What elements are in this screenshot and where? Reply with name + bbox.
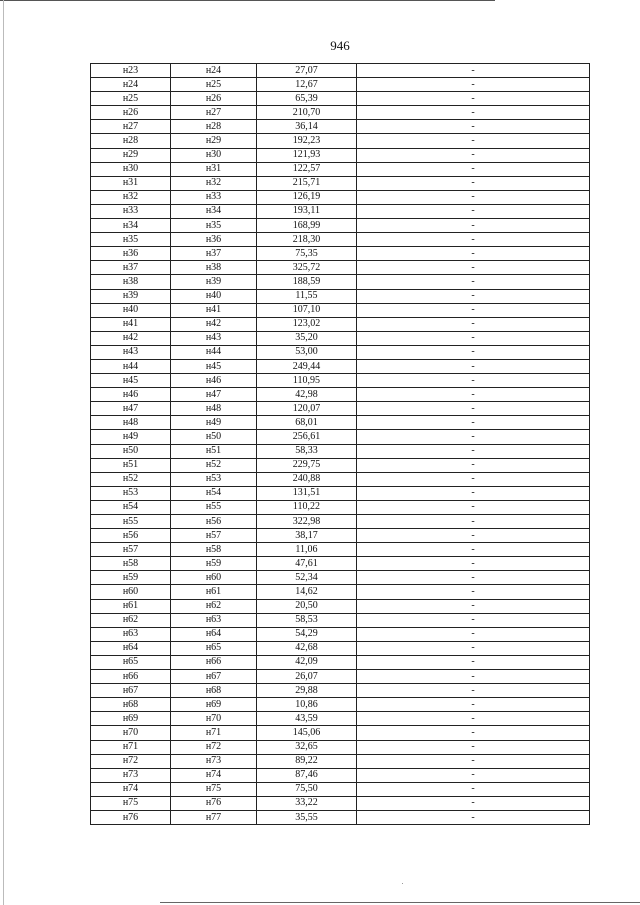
from-point-cell: н73	[91, 768, 171, 782]
from-point-cell: н24	[91, 78, 171, 92]
to-point-cell: н69	[171, 698, 257, 712]
length-cell: 12,67	[257, 78, 357, 92]
length-cell: 42,68	[257, 641, 357, 655]
to-point-cell: н50	[171, 430, 257, 444]
to-point-cell: н55	[171, 500, 257, 514]
from-point-cell: н56	[91, 529, 171, 543]
from-point-cell: н28	[91, 134, 171, 148]
page-number: 946	[330, 38, 350, 53]
to-point-cell: н68	[171, 684, 257, 698]
note-cell: -	[357, 698, 590, 712]
table-row	[91, 810, 590, 824]
note-cell: -	[357, 430, 590, 444]
table-row	[91, 345, 590, 359]
table-row	[91, 641, 590, 655]
note-cell: -	[357, 275, 590, 289]
to-point-cell: н49	[171, 416, 257, 430]
note-cell: -	[357, 78, 590, 92]
note-cell: -	[357, 585, 590, 599]
note-cell: -	[357, 204, 590, 218]
to-point-cell: н77	[171, 810, 257, 824]
table-row	[91, 416, 590, 430]
note-cell: -	[357, 247, 590, 261]
table-row	[91, 374, 590, 388]
to-point-cell: н32	[171, 176, 257, 190]
table-row	[91, 219, 590, 233]
note-cell: -	[357, 810, 590, 824]
to-point-cell: н45	[171, 359, 257, 373]
table-row	[91, 655, 590, 669]
to-point-cell: н61	[171, 585, 257, 599]
note-cell: -	[357, 444, 590, 458]
table-row	[91, 317, 590, 331]
length-cell: 188,59	[257, 275, 357, 289]
note-cell: -	[357, 740, 590, 754]
length-cell: 75,50	[257, 782, 357, 796]
length-cell: 29,88	[257, 684, 357, 698]
from-point-cell: н34	[91, 219, 171, 233]
table-row	[91, 233, 590, 247]
to-point-cell: н57	[171, 529, 257, 543]
table-row	[91, 162, 590, 176]
scan-bottom-border	[160, 902, 640, 903]
note-cell: -	[357, 374, 590, 388]
from-point-cell: н63	[91, 627, 171, 641]
length-cell: 256,61	[257, 430, 357, 444]
note-cell: -	[357, 500, 590, 514]
from-point-cell: н43	[91, 345, 171, 359]
table-row	[91, 458, 590, 472]
to-point-cell: н29	[171, 134, 257, 148]
length-cell: 215,71	[257, 176, 357, 190]
to-point-cell: н76	[171, 796, 257, 810]
table-row	[91, 275, 590, 289]
length-cell: 145,06	[257, 726, 357, 740]
from-point-cell: н72	[91, 754, 171, 768]
note-cell: -	[357, 388, 590, 402]
table-row	[91, 627, 590, 641]
table-row	[91, 120, 590, 134]
length-cell: 33,22	[257, 796, 357, 810]
to-point-cell: н64	[171, 627, 257, 641]
to-point-cell: н63	[171, 613, 257, 627]
table-row	[91, 444, 590, 458]
to-point-cell: н25	[171, 78, 257, 92]
to-point-cell: н65	[171, 641, 257, 655]
length-cell: 32,65	[257, 740, 357, 754]
to-point-cell: н56	[171, 515, 257, 529]
table-row	[91, 134, 590, 148]
note-cell: -	[357, 641, 590, 655]
note-cell: -	[357, 670, 590, 684]
note-cell: -	[357, 106, 590, 120]
to-point-cell: н39	[171, 275, 257, 289]
from-point-cell: н53	[91, 486, 171, 500]
table-row	[91, 557, 590, 571]
from-point-cell: н57	[91, 543, 171, 557]
table-row	[91, 472, 590, 486]
from-point-cell: н58	[91, 557, 171, 571]
length-cell: 14,62	[257, 585, 357, 599]
length-cell: 122,57	[257, 162, 357, 176]
to-point-cell: н73	[171, 754, 257, 768]
table-row	[91, 64, 590, 78]
length-cell: 68,01	[257, 416, 357, 430]
from-point-cell: н75	[91, 796, 171, 810]
to-point-cell: н47	[171, 388, 257, 402]
from-point-cell: н48	[91, 416, 171, 430]
table-row	[91, 92, 590, 106]
length-cell: 42,09	[257, 655, 357, 669]
to-point-cell: н54	[171, 486, 257, 500]
note-cell: -	[357, 515, 590, 529]
from-point-cell: н42	[91, 331, 171, 345]
note-cell: -	[357, 289, 590, 303]
note-cell: -	[357, 233, 590, 247]
note-cell: -	[357, 317, 590, 331]
note-cell: -	[357, 712, 590, 726]
table-row	[91, 303, 590, 317]
note-cell: -	[357, 557, 590, 571]
length-cell: 53,00	[257, 345, 357, 359]
from-point-cell: н51	[91, 458, 171, 472]
from-point-cell: н67	[91, 684, 171, 698]
to-point-cell: н66	[171, 655, 257, 669]
table-row	[91, 585, 590, 599]
note-cell: -	[357, 543, 590, 557]
from-point-cell: н23	[91, 64, 171, 78]
from-point-cell: н37	[91, 261, 171, 275]
to-point-cell: н52	[171, 458, 257, 472]
table-row	[91, 486, 590, 500]
from-point-cell: н74	[91, 782, 171, 796]
from-point-cell: н40	[91, 303, 171, 317]
length-cell: 123,02	[257, 317, 357, 331]
length-cell: 218,30	[257, 233, 357, 247]
table-row	[91, 782, 590, 796]
table-row	[91, 726, 590, 740]
note-cell: -	[357, 627, 590, 641]
to-point-cell: н43	[171, 331, 257, 345]
table-row	[91, 388, 590, 402]
note-cell: -	[357, 782, 590, 796]
length-cell: 10,86	[257, 698, 357, 712]
to-point-cell: н44	[171, 345, 257, 359]
length-cell: 168,99	[257, 219, 357, 233]
length-cell: 26,07	[257, 670, 357, 684]
note-cell: -	[357, 458, 590, 472]
to-point-cell: н62	[171, 599, 257, 613]
length-cell: 36,14	[257, 120, 357, 134]
table-row	[91, 289, 590, 303]
note-cell: -	[357, 486, 590, 500]
from-point-cell: н26	[91, 106, 171, 120]
to-point-cell: н31	[171, 162, 257, 176]
scan-left-edge	[3, 0, 4, 905]
length-cell: 120,07	[257, 402, 357, 416]
length-cell: 131,51	[257, 486, 357, 500]
length-cell: 210,70	[257, 106, 357, 120]
note-cell: -	[357, 768, 590, 782]
note-cell: -	[357, 599, 590, 613]
table-row	[91, 261, 590, 275]
table-row	[91, 500, 590, 514]
to-point-cell: н26	[171, 92, 257, 106]
length-cell: 35,20	[257, 331, 357, 345]
from-point-cell: н46	[91, 388, 171, 402]
table-row	[91, 571, 590, 585]
table-row	[91, 740, 590, 754]
note-cell: -	[357, 571, 590, 585]
length-cell: 249,44	[257, 359, 357, 373]
to-point-cell: н40	[171, 289, 257, 303]
to-point-cell: н74	[171, 768, 257, 782]
length-cell: 58,33	[257, 444, 357, 458]
to-point-cell: н60	[171, 571, 257, 585]
length-cell: 27,07	[257, 64, 357, 78]
to-point-cell: н72	[171, 740, 257, 754]
note-cell: -	[357, 303, 590, 317]
length-cell: 11,55	[257, 289, 357, 303]
to-point-cell: н58	[171, 543, 257, 557]
from-point-cell: н55	[91, 515, 171, 529]
note-cell: -	[357, 162, 590, 176]
note-cell: -	[357, 345, 590, 359]
to-point-cell: н46	[171, 374, 257, 388]
length-cell: 75,35	[257, 247, 357, 261]
from-point-cell: н39	[91, 289, 171, 303]
to-point-cell: н67	[171, 670, 257, 684]
length-cell: 52,34	[257, 571, 357, 585]
to-point-cell: н35	[171, 219, 257, 233]
from-point-cell: н35	[91, 233, 171, 247]
table-row	[91, 190, 590, 204]
length-cell: 89,22	[257, 754, 357, 768]
table-row	[91, 359, 590, 373]
length-cell: 322,98	[257, 515, 357, 529]
table-row	[91, 331, 590, 345]
length-cell: 240,88	[257, 472, 357, 486]
table-row	[91, 768, 590, 782]
scan-speck	[402, 883, 403, 884]
table-row	[91, 515, 590, 529]
note-cell: -	[357, 472, 590, 486]
to-point-cell: н37	[171, 247, 257, 261]
length-cell: 193,11	[257, 204, 357, 218]
segments-table	[90, 63, 590, 825]
from-point-cell: н32	[91, 190, 171, 204]
from-point-cell: н31	[91, 176, 171, 190]
to-point-cell: н42	[171, 317, 257, 331]
from-point-cell: н64	[91, 641, 171, 655]
from-point-cell: н27	[91, 120, 171, 134]
note-cell: -	[357, 416, 590, 430]
table-row	[91, 529, 590, 543]
note-cell: -	[357, 176, 590, 190]
note-cell: -	[357, 402, 590, 416]
from-point-cell: н69	[91, 712, 171, 726]
note-cell: -	[357, 754, 590, 768]
to-point-cell: н34	[171, 204, 257, 218]
table-row	[91, 176, 590, 190]
from-point-cell: н50	[91, 444, 171, 458]
length-cell: 20,50	[257, 599, 357, 613]
from-point-cell: н44	[91, 359, 171, 373]
to-point-cell: н53	[171, 472, 257, 486]
to-point-cell: н33	[171, 190, 257, 204]
to-point-cell: н48	[171, 402, 257, 416]
length-cell: 58,53	[257, 613, 357, 627]
table-row	[91, 754, 590, 768]
to-point-cell: н30	[171, 148, 257, 162]
table-row	[91, 670, 590, 684]
length-cell: 65,39	[257, 92, 357, 106]
note-cell: -	[357, 134, 590, 148]
from-point-cell: н30	[91, 162, 171, 176]
to-point-cell: н75	[171, 782, 257, 796]
from-point-cell: н47	[91, 402, 171, 416]
length-cell: 325,72	[257, 261, 357, 275]
from-point-cell: н41	[91, 317, 171, 331]
to-point-cell: н38	[171, 261, 257, 275]
to-point-cell: н27	[171, 106, 257, 120]
note-cell: -	[357, 796, 590, 810]
table-row	[91, 543, 590, 557]
length-cell: 54,29	[257, 627, 357, 641]
from-point-cell: н65	[91, 655, 171, 669]
note-cell: -	[357, 190, 590, 204]
length-cell: 47,61	[257, 557, 357, 571]
length-cell: 107,10	[257, 303, 357, 317]
length-cell: 126,19	[257, 190, 357, 204]
table-row	[91, 148, 590, 162]
from-point-cell: н66	[91, 670, 171, 684]
from-point-cell: н68	[91, 698, 171, 712]
table-row	[91, 613, 590, 627]
table-row	[91, 78, 590, 92]
from-point-cell: н33	[91, 204, 171, 218]
from-point-cell: н52	[91, 472, 171, 486]
table-row	[91, 684, 590, 698]
note-cell: -	[357, 331, 590, 345]
note-cell: -	[357, 64, 590, 78]
segments-table-body	[91, 64, 590, 825]
note-cell: -	[357, 613, 590, 627]
table-row	[91, 599, 590, 613]
table-row	[91, 712, 590, 726]
to-point-cell: н70	[171, 712, 257, 726]
from-point-cell: н25	[91, 92, 171, 106]
length-cell: 87,46	[257, 768, 357, 782]
length-cell: 11,06	[257, 543, 357, 557]
note-cell: -	[357, 261, 590, 275]
length-cell: 43,59	[257, 712, 357, 726]
table-row	[91, 204, 590, 218]
length-cell: 110,22	[257, 500, 357, 514]
table-row	[91, 247, 590, 261]
length-cell: 38,17	[257, 529, 357, 543]
from-point-cell: н70	[91, 726, 171, 740]
table-row	[91, 402, 590, 416]
table-row	[91, 430, 590, 444]
scan-top-border	[0, 0, 495, 1]
note-cell: -	[357, 219, 590, 233]
to-point-cell: н24	[171, 64, 257, 78]
to-point-cell: н51	[171, 444, 257, 458]
to-point-cell: н36	[171, 233, 257, 247]
note-cell: -	[357, 120, 590, 134]
from-point-cell: н60	[91, 585, 171, 599]
from-point-cell: н49	[91, 430, 171, 444]
to-point-cell: н41	[171, 303, 257, 317]
from-point-cell: н59	[91, 571, 171, 585]
from-point-cell: н71	[91, 740, 171, 754]
from-point-cell: н29	[91, 148, 171, 162]
note-cell: -	[357, 359, 590, 373]
from-point-cell: н36	[91, 247, 171, 261]
length-cell: 110,95	[257, 374, 357, 388]
note-cell: -	[357, 92, 590, 106]
from-point-cell: н45	[91, 374, 171, 388]
note-cell: -	[357, 726, 590, 740]
from-point-cell: н62	[91, 613, 171, 627]
note-cell: -	[357, 684, 590, 698]
length-cell: 42,98	[257, 388, 357, 402]
table-row	[91, 698, 590, 712]
length-cell: 192,23	[257, 134, 357, 148]
to-point-cell: н28	[171, 120, 257, 134]
length-cell: 35,55	[257, 810, 357, 824]
length-cell: 121,93	[257, 148, 357, 162]
note-cell: -	[357, 655, 590, 669]
from-point-cell: н54	[91, 500, 171, 514]
note-cell: -	[357, 148, 590, 162]
table-row	[91, 106, 590, 120]
table-row	[91, 796, 590, 810]
note-cell: -	[357, 529, 590, 543]
from-point-cell: н38	[91, 275, 171, 289]
from-point-cell: н61	[91, 599, 171, 613]
to-point-cell: н59	[171, 557, 257, 571]
length-cell: 229,75	[257, 458, 357, 472]
from-point-cell: н76	[91, 810, 171, 824]
to-point-cell: н71	[171, 726, 257, 740]
